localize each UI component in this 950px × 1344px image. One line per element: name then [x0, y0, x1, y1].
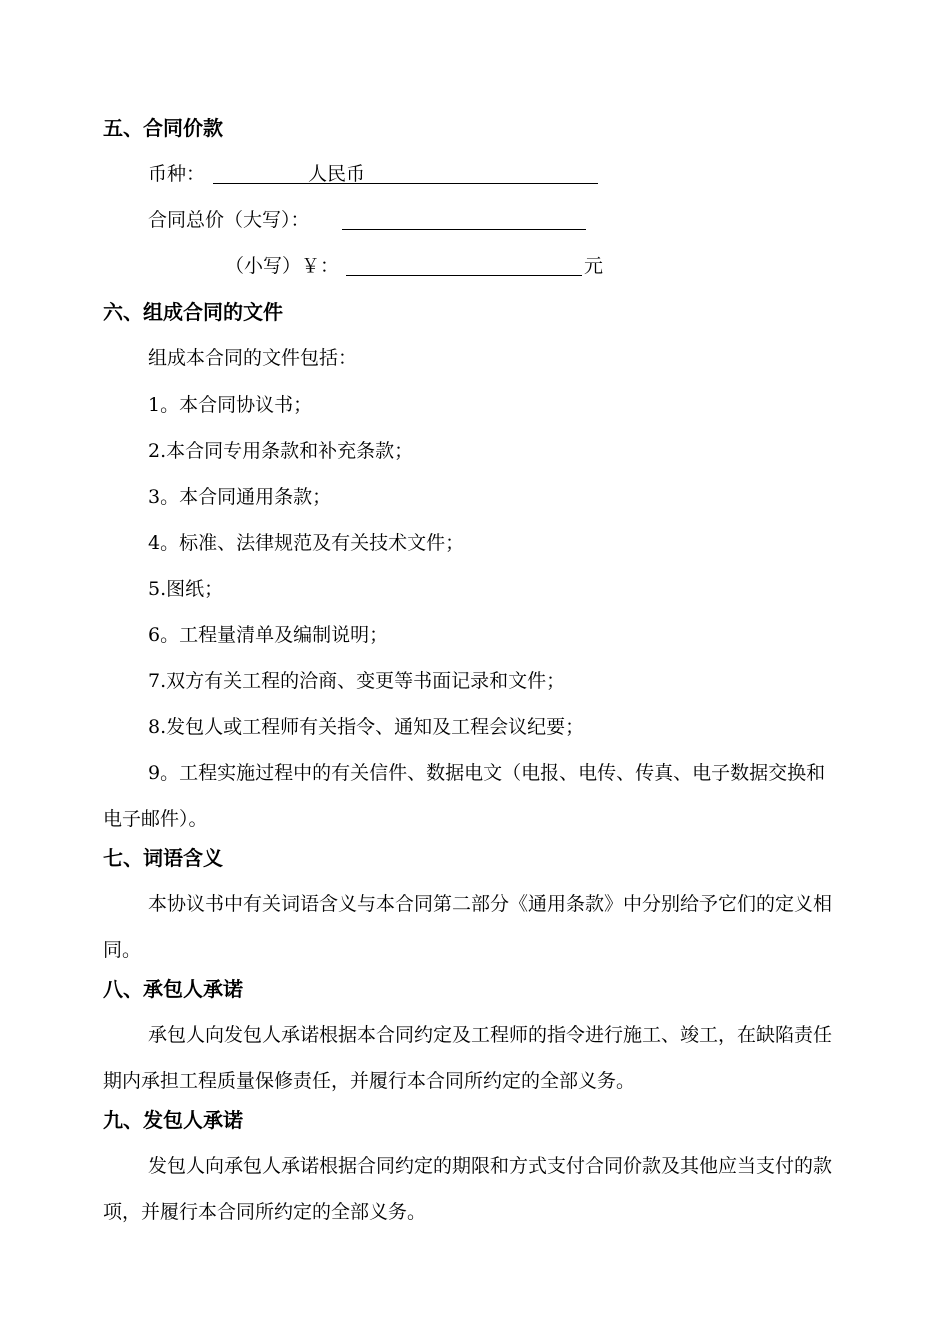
section-7-body: 本协议书中有关词语含义与本合同第二部分《通用条款》中分别给予它们的定义相同。 [103, 893, 833, 961]
currency-value: 人民币 [308, 163, 366, 185]
section-8-body: 承包人向发包人承诺根据本合同约定及工程师的指令进行施工、竣工，在缺陷责任期内承担工程质量保修责任，并履行本合同所约定的全部义务。 [103, 1024, 833, 1092]
total-upper-label: 合同总价（大写）： [148, 209, 310, 231]
section-5-title: 五、合同价款 [103, 116, 223, 140]
document-list-item-9: 9。工程实施过程中的有关信件、数据电文（电报、电传、传真、电子数据交换和电子邮件）。 [103, 762, 826, 830]
section-9-title: 九、发包人承诺 [103, 1108, 243, 1132]
section-6-title: 六、组成合同的文件 [103, 300, 283, 324]
document-list-item: 2.本合同专用条款和补充条款； [148, 440, 414, 462]
total-upper-underline[interactable] [342, 229, 586, 230]
currency-label: 币种： [148, 163, 206, 185]
document-list-item: 7.双方有关工程的洽商、变更等书面记录和文件； [148, 670, 566, 692]
document-list-item: 5.图纸； [148, 578, 224, 600]
document-list-item: 3。本合同通用条款； [148, 486, 332, 508]
document-list-item: 4。标准、法律规范及有关技术文件； [148, 532, 465, 554]
document-list-item: 1。本合同协议书； [148, 394, 313, 416]
document-list-item: 6。工程量清单及编制说明； [148, 624, 389, 646]
section-7-title: 七、词语含义 [103, 846, 223, 870]
total-lower-unit: 元 [584, 255, 604, 277]
section-9-body: 发包人向承包人承诺根据合同约定的期限和方式支付合同价款及其他应当支付的款项，并履行本合同所约定的全部义务。 [103, 1155, 833, 1223]
currency-underline [213, 183, 598, 184]
total-lower-underline[interactable] [346, 275, 582, 276]
section-8-title: 八、承包人承诺 [103, 977, 243, 1001]
section-6-intro: 组成本合同的文件包括： [148, 347, 358, 369]
document-list-item: 8.发包人或工程师有关指令、通知及工程会议纪要； [148, 716, 585, 738]
total-lower-label: （小写）￥： [225, 255, 340, 277]
